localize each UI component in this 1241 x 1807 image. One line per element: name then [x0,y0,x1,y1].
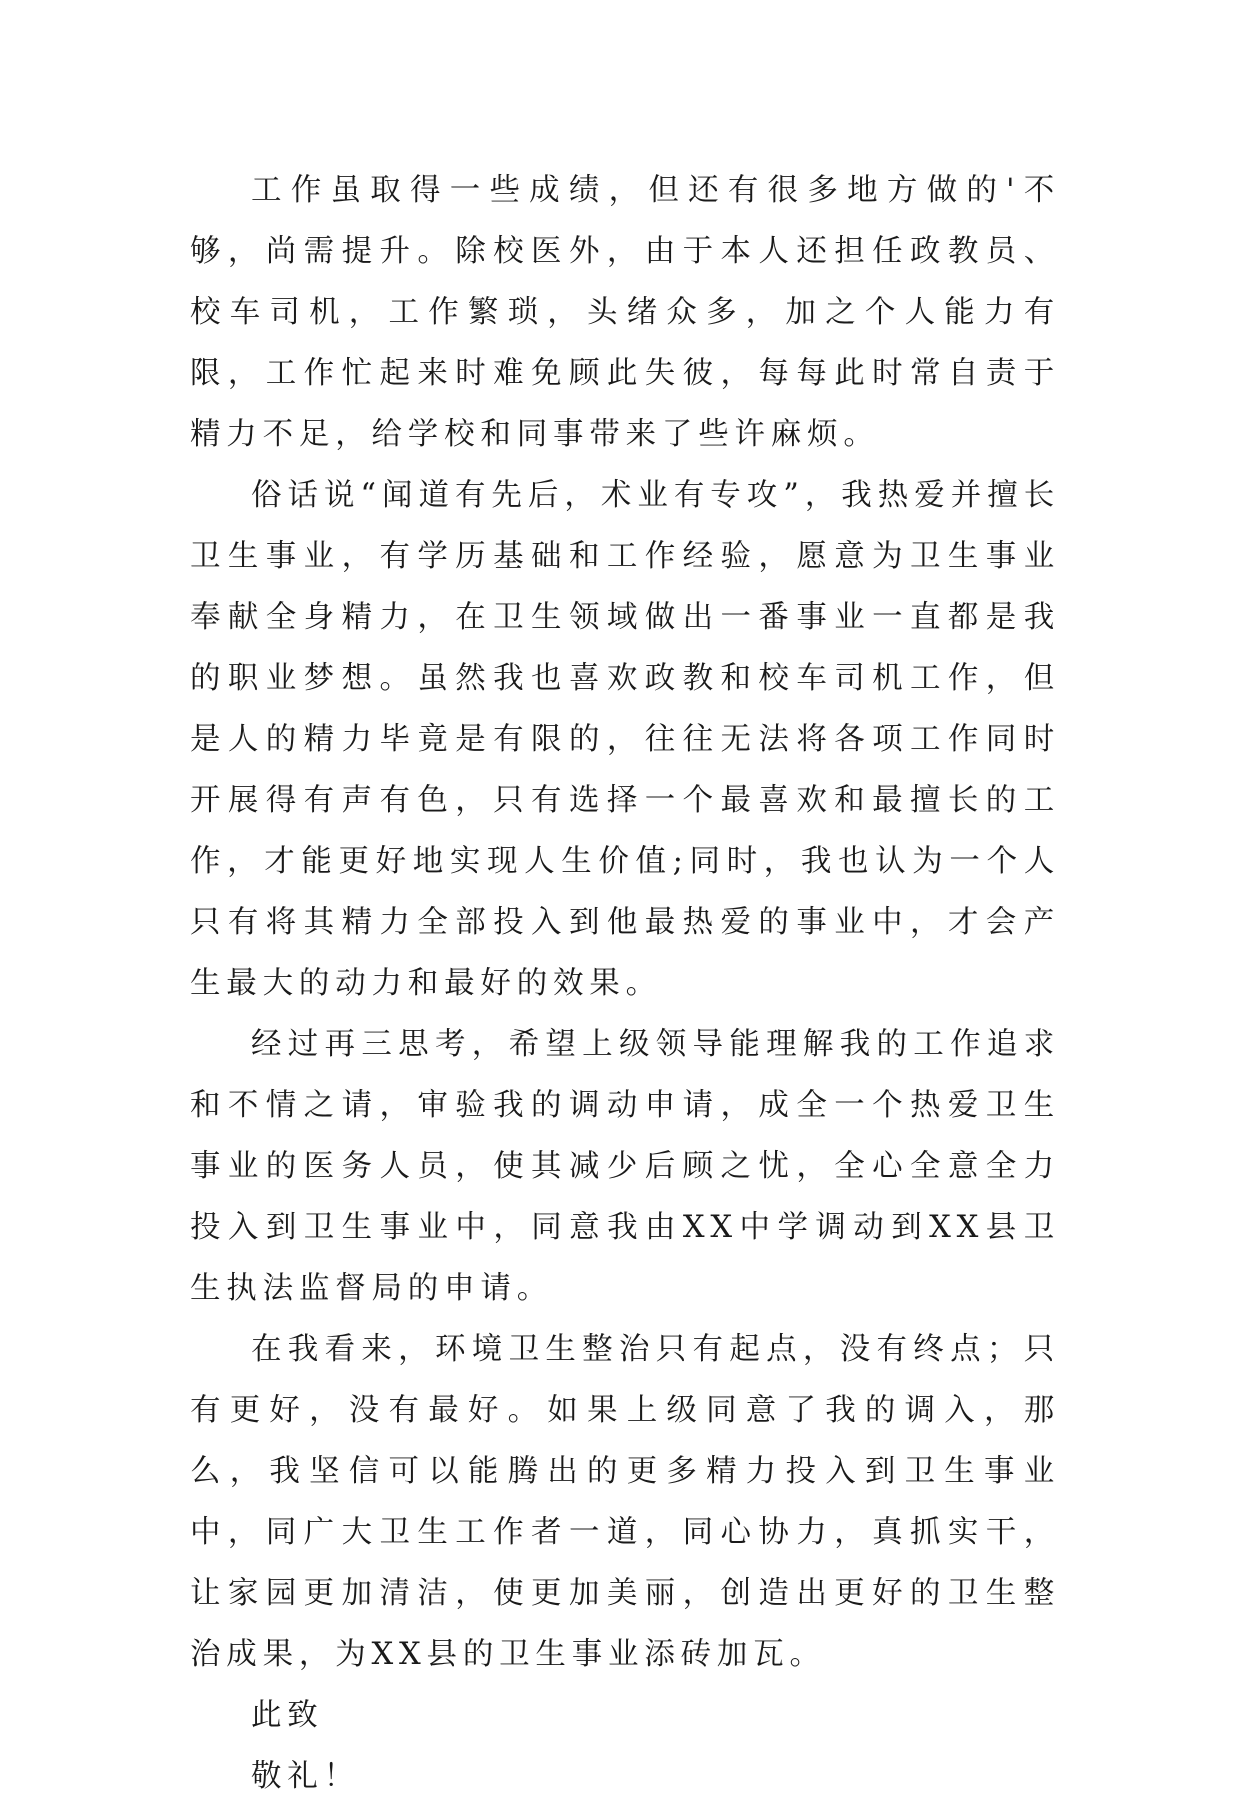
paragraph-transfer-request: 经过再三思考，希望上级领导能理解我的工作追求和不情之请，审验我的调动申请，成全一个热爱卫生事业的医务人员，使其减少后顾之忧，全心全意全力投入到卫生事业中，同意我由XX中学调动到XX县卫生执法监督局的申请。 [190,1027,1060,1306]
paragraph-achievements: 工作虽取得一些成绩，但还有很多地方做的'不够，尚需提升。除校医外，由于本人还担任政教员、校车司机，工作繁琐，头绪众多，加之个人能力有限，工作忙起来时难免顾此失彼，每每此时常自责于精力不足，给学校和同事带来了些许麻烦。 [190,173,1060,452]
paragraph-commitment: 在我看来，环境卫生整治只有起点，没有终点；只有更好，没有最好。如果上级同意了我的调入，那么，我坚信可以能腾出的更多精力投入到卫生事业中，同广大卫生工作者一道，同心协力，真抓实干，让家园更加清洁，使更加美丽，创造出更好的卫生整治成果，为XX县的卫生事业添砖加瓦。 [190,1332,1060,1672]
closing-regards: 敬礼！ [251,1759,360,1794]
closing-salutation: 此致 [251,1698,324,1733]
paragraph-career-aspiration: 俗话说“闻道有先后，术业有专攻”，我热爱并擅长卫生事业，有学历基础和工作经验，愿意为卫生事业奉献全身精力，在卫生领域做出一番事业一直都是我的职业梦想。虽然我也喜欢政教和校车司机工作，但是人的精力毕竟是有限的，往往无法将各项工作同时开展得有声有色，只有选择一个最喜欢和最擅长的工作，才能更好地实现人生价值;同时，我也认为一个人只有将其精力全部投入到他最热爱的事业中，才会产生最大的动力和最好的效果。 [190,478,1060,1001]
letter-body [190,160,1060,1807]
